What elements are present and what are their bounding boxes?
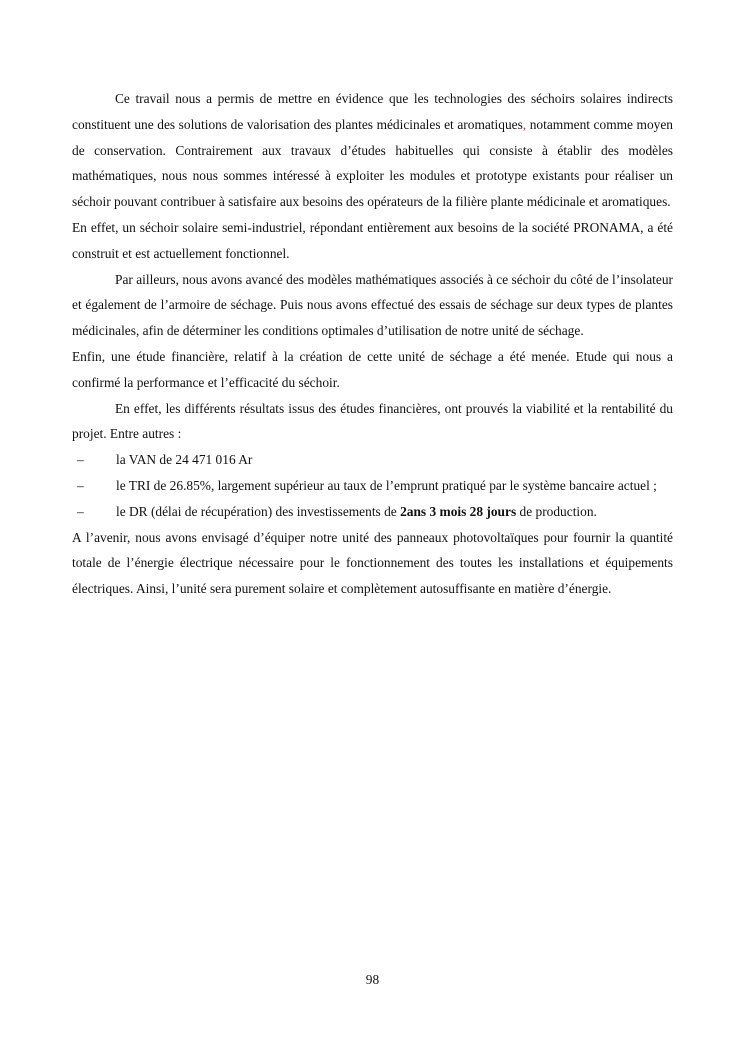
paragraph-future: A l’avenir, nous avons envisagé d’équiper notre unité des panneaux photovoltaïques pour fournir la quantité totale de l’énergie électrique nécessaire pour le fonctionnement des toutes les installations et équipements électriques. Ainsi, l’unité sera purement solaire et complètement autosuffisante en matière d’énergie. bbox=[72, 529, 673, 597]
bullet-tri: – le TRI de 26.85%, largement supérieur au taux de l’emprunt pratiqué par le système bancaire actuel ; bbox=[72, 473, 673, 499]
paragraph-intro: Ce travail nous a permis de mettre en évidence que les technologies des séchoirs solaires indirects constituent une des solutions de valorisation des plantes médicinales et aromatiques, notamment comme moyen de conservation. Contrairement aux travaux d’études habituelles qui consiste à établir des modèles mathématiques, nous nous sommes intéressé à exploiter les modules et prototype existants pour réaliser un séchoir pouvant contribuer à satisfaire aux besoins des opérateurs de la filière plante médicinale et aromatiques. bbox=[72, 91, 673, 210]
paragraph-financial-results: En effet, les différents résultats issus des études financières, ont prouvés la viabilité et la rentabilité du projet. Entre autres : bbox=[72, 400, 673, 442]
dash-marker: – bbox=[77, 452, 84, 468]
paragraph-financial-study: Enfin, une étude financière, relatif à la création de cette unité de séchage a été menée. Etude qui nous a confirmé la performance et l’efficacité du séchoir. bbox=[72, 348, 673, 390]
paragraph-models: Par ailleurs, nous avons avancé des modèles mathématiques associés à ce séchoir du côté de l’insolateur et également de l’armoire de séchage. Puis nous avons effectué des essais de séchage sur deux types de plantes médicinales, afin de déterminer les conditions optimales d’utilisation de notre unité de séchage. bbox=[72, 271, 673, 339]
dash-marker: – bbox=[77, 477, 84, 493]
page-number: 98 bbox=[365, 972, 380, 987]
dash-marker: – bbox=[77, 503, 84, 519]
paragraph-result: En effet, un séchoir solaire semi-industriel, répondant entièrement aux besoins de la société PRONAMA, a été construit et est actuellement fonctionnel. bbox=[72, 219, 673, 261]
bullet-van: – la VAN de 24 471 016 Ar bbox=[72, 447, 673, 473]
document-body bbox=[72, 86, 673, 602]
payback-period: 2ans 3 mois 28 jours bbox=[400, 503, 517, 519]
bullet-dr: – le DR (délai de récupération) des investissements de 2ans 3 mois 28 jours de production. bbox=[72, 499, 673, 525]
